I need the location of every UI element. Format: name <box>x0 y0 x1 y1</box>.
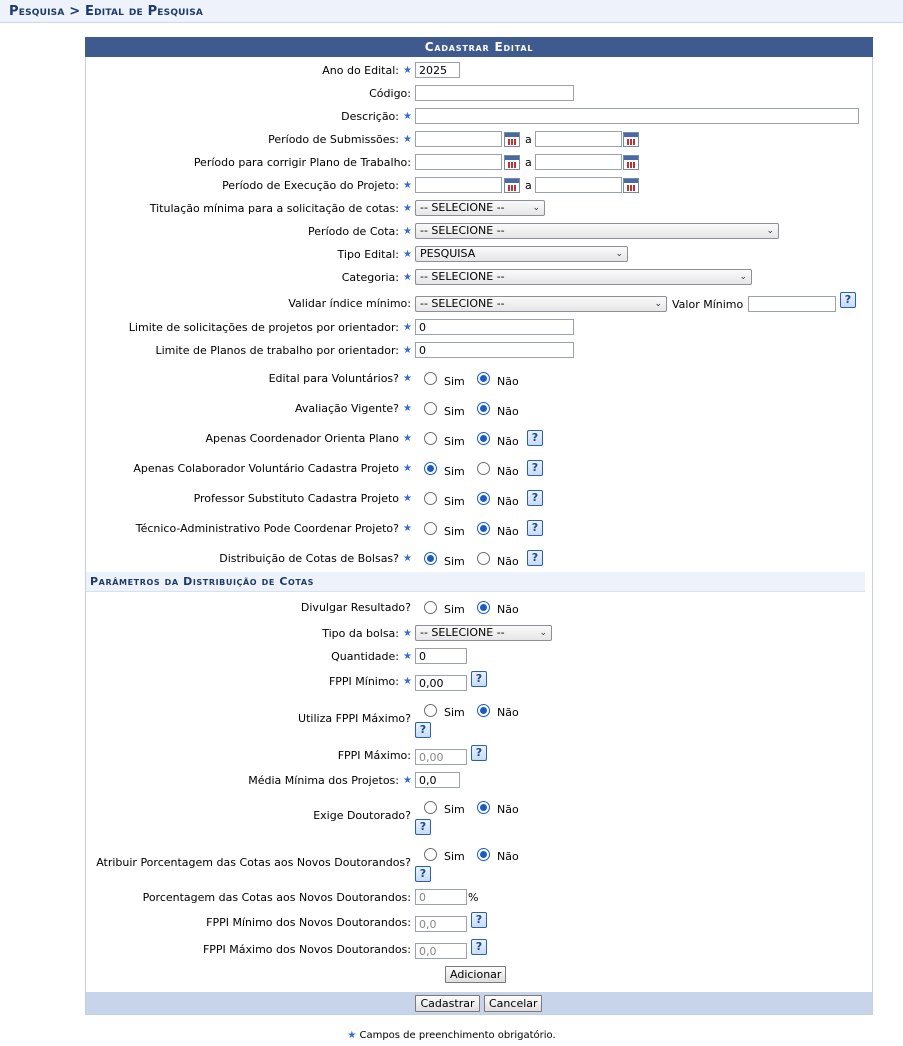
radio-nao[interactable] <box>477 372 490 385</box>
required-star-icon: ★ <box>403 203 412 214</box>
help-icon[interactable]: ? <box>471 671 487 687</box>
validar-indice-value: -- SELECIONE -- <box>420 297 505 310</box>
categoria-label: Categoria: <box>341 271 399 284</box>
tipo-bolsa-label: Tipo da bolsa: <box>322 627 399 640</box>
breadcrumb <box>0 0 903 23</box>
chevron-down-icon: ⌄ <box>654 299 662 309</box>
radio-nao[interactable] <box>477 462 490 475</box>
pct-cotas-input[interactable] <box>415 889 467 905</box>
corrigir-fim-input[interactable] <box>535 154 622 170</box>
required-star-icon: ★ <box>403 651 412 662</box>
titulacao-value: -- SELECIONE -- <box>420 201 505 214</box>
periodo-cota-label: Período de Cota: <box>308 225 399 238</box>
utiliza-fppi-max-sim-radio[interactable] <box>424 704 437 717</box>
period-separator: a <box>525 179 532 192</box>
radio-sim[interactable] <box>424 432 437 445</box>
help-icon[interactable]: ? <box>527 490 543 506</box>
section-header <box>86 572 865 592</box>
periodo-cota-select[interactable] <box>415 223 779 239</box>
required-star-icon: ★ <box>403 180 412 191</box>
fppi-max-novos-input[interactable] <box>415 943 467 959</box>
fppi-min-label: FPPI Mínimo: <box>328 675 399 688</box>
radio-sim-label: Sim <box>444 603 465 616</box>
radio-row-label: Edital para Voluntários? <box>268 372 399 385</box>
radio-row-label: Avaliação Vigente? <box>295 402 399 415</box>
help-icon[interactable]: ? <box>415 866 431 882</box>
quantidade-label: Quantidade: <box>331 650 399 663</box>
fppi-max-input[interactable] <box>415 749 467 765</box>
ano-label: Ano do Edital: <box>322 64 399 77</box>
radio-nao-label: Não <box>497 435 519 448</box>
required-star-icon: ★ <box>403 345 412 356</box>
required-note-text: Campos de preenchimento obrigatório. <box>359 1030 556 1041</box>
cancelar-button[interactable]: Cancelar <box>484 995 542 1012</box>
descricao-input[interactable] <box>415 108 859 124</box>
calendar-icon[interactable] <box>623 178 639 193</box>
required-star-icon: ★ <box>403 463 412 474</box>
radio-sim[interactable] <box>424 522 437 535</box>
required-star-icon: ★ <box>403 553 412 564</box>
fppi-min-novos-label: FPPI Mínimo dos Novos Doutorandos: <box>206 916 411 929</box>
tipo-edital-select[interactable] <box>415 246 628 262</box>
radio-nao-label: Não <box>497 555 519 568</box>
divulgar-sim-radio[interactable] <box>424 601 437 614</box>
ano-input[interactable] <box>415 62 460 78</box>
radio-nao-label: Não <box>497 850 519 863</box>
radio-nao-label: Não <box>497 465 519 478</box>
breadcrumb-text: Pesquisa > Edital de Pesquisa <box>9 4 204 19</box>
help-icon[interactable]: ? <box>840 292 856 308</box>
help-icon[interactable]: ? <box>415 819 431 835</box>
media-minima-label: Média Mínima dos Projetos: <box>248 774 399 787</box>
required-star-icon: ★ <box>403 676 412 687</box>
help-icon[interactable]: ? <box>527 520 543 536</box>
calendar-icon[interactable] <box>623 132 639 147</box>
required-star-icon: ★ <box>403 226 412 237</box>
required-star-icon: ★ <box>403 134 412 145</box>
help-icon[interactable]: ? <box>415 722 431 738</box>
period-separator: a <box>525 156 532 169</box>
calendar-icon[interactable] <box>504 155 520 170</box>
required-star-icon: ★ <box>403 523 412 534</box>
radio-nao[interactable] <box>477 432 490 445</box>
required-star-icon: ★ <box>403 493 412 504</box>
radio-sim-label: Sim <box>444 375 465 388</box>
help-icon[interactable]: ? <box>527 430 543 446</box>
fppi-min-input[interactable] <box>415 675 467 691</box>
fppi-max-novos-label: FPPI Máximo dos Novos Doutorandos: <box>202 943 411 956</box>
chevron-down-icon: ⌄ <box>615 249 623 259</box>
exige-doutorado-nao-radio[interactable] <box>477 801 490 814</box>
execucao-fim-input[interactable] <box>535 177 622 193</box>
codigo-label: Código: <box>369 87 411 100</box>
radio-row-label: Apenas Coordenador Orienta Plano <box>205 432 399 445</box>
radio-nao-label: Não <box>497 706 519 719</box>
validar-indice-label: Validar índice mínimo: <box>288 297 411 310</box>
radio-nao[interactable] <box>477 552 490 565</box>
help-icon[interactable]: ? <box>527 460 543 476</box>
limite-projetos-label: Limite de solicitações de projetos por orientador: <box>128 321 399 334</box>
fppi-max-label: FPPI Máximo: <box>337 749 411 762</box>
utiliza-fppi-max-label: Utiliza FPPI Máximo? <box>298 712 411 725</box>
radio-sim[interactable] <box>424 552 437 565</box>
atribuir-pct-nao-radio[interactable] <box>477 848 490 861</box>
section-title: Parâmetros da Distribuição de Cotas <box>90 575 315 588</box>
chevron-down-icon: ⌄ <box>739 272 747 282</box>
valor-minimo-input[interactable] <box>748 296 836 312</box>
titulacao-label: Titulação mínima para a solicitação de cotas: <box>149 202 399 215</box>
quantidade-input[interactable] <box>415 648 467 664</box>
radio-row-label: Apenas Colaborador Voluntário Cadastra Projeto <box>133 462 399 475</box>
cadastrar-button[interactable]: Cadastrar <box>415 995 480 1012</box>
execucao-inicio-input[interactable] <box>415 177 502 193</box>
required-star-icon: ★ <box>403 322 412 333</box>
calendar-icon[interactable] <box>623 155 639 170</box>
periodo-execucao-label: Período de Execução do Projeto: <box>222 179 399 192</box>
limite-planos-input[interactable] <box>415 342 574 358</box>
radio-nao[interactable] <box>477 522 490 535</box>
limite-projetos-input[interactable] <box>415 319 574 335</box>
pct-cotas-label: Porcentagem das Cotas aos Novos Doutorandos: <box>142 891 411 904</box>
tipo-bolsa-value: -- SELECIONE -- <box>420 626 505 639</box>
required-star-icon: ★ <box>403 403 412 414</box>
help-icon[interactable]: ? <box>471 745 487 761</box>
radio-row-label: Distribuição de Cotas de Bolsas? <box>219 552 399 565</box>
radio-row-label: Técnico-Administrativo Pode Coordenar Projeto? <box>135 522 399 535</box>
radio-sim[interactable] <box>424 462 437 475</box>
radio-sim-label: Sim <box>444 405 465 418</box>
periodo-submissoes-label: Período de Submissões: <box>268 133 399 146</box>
required-star-icon: ★ <box>403 775 412 786</box>
tipo-edital-label: Tipo Edital: <box>337 248 399 261</box>
radio-sim[interactable] <box>424 402 437 415</box>
periodo-cota-value: -- SELECIONE -- <box>420 224 505 237</box>
required-star-icon: ★ <box>403 433 412 444</box>
radio-sim-label: Sim <box>444 465 465 478</box>
required-star-icon: ★ <box>403 272 412 283</box>
fppi-min-novos-input[interactable] <box>415 916 467 932</box>
atribuir-pct-sim-radio[interactable] <box>424 848 437 861</box>
media-minima-input[interactable] <box>415 772 460 788</box>
submissoes-inicio-input[interactable] <box>415 131 502 147</box>
submissoes-fim-input[interactable] <box>535 131 622 147</box>
percent-unit: % <box>468 891 479 904</box>
calendar-icon[interactable] <box>504 132 520 147</box>
radio-nao-label: Não <box>497 603 519 616</box>
required-star-icon: ★ <box>403 65 412 76</box>
radio-row-label: Professor Substituto Cadastra Projeto <box>193 492 399 505</box>
corrigir-inicio-input[interactable] <box>415 154 502 170</box>
tipo-edital-value: PESQUISA <box>420 247 476 260</box>
divulgar-label: Divulgar Resultado? <box>300 601 411 614</box>
help-icon[interactable]: ? <box>471 939 487 955</box>
required-star-icon: ★ <box>403 628 412 639</box>
radio-nao-label: Não <box>497 803 519 816</box>
radio-nao-label: Não <box>497 525 519 538</box>
radio-nao-label: Não <box>497 375 519 388</box>
categoria-select[interactable] <box>415 269 752 285</box>
descricao-label: Descrição: <box>341 110 399 123</box>
limite-planos-label: Limite de Planos de trabalho por orientador: <box>155 344 399 357</box>
required-star-icon: ★ <box>347 1030 357 1041</box>
radio-sim-label: Sim <box>444 435 465 448</box>
radio-nao-label: Não <box>497 495 519 508</box>
form-title: Cadastrar Edital <box>85 37 873 57</box>
radio-sim[interactable] <box>424 492 437 505</box>
atribuir-pct-label: Atribuir Porcentagem das Cotas aos Novos Doutorandos? <box>96 856 411 869</box>
codigo-input[interactable] <box>415 85 574 101</box>
chevron-down-icon: ⌄ <box>766 226 774 236</box>
exige-doutorado-label: Exige Doutorado? <box>313 809 411 822</box>
divulgar-nao-radio[interactable] <box>477 601 490 614</box>
radio-sim-label: Sim <box>444 850 465 863</box>
adicionar-button[interactable]: Adicionar <box>445 966 506 983</box>
chevron-down-icon: ⌄ <box>539 628 547 638</box>
exige-doutorado-sim-radio[interactable] <box>424 801 437 814</box>
chevron-down-icon: ⌄ <box>532 203 540 213</box>
radio-sim-label: Sim <box>444 803 465 816</box>
valor-minimo-label: Valor Mínimo <box>672 298 744 311</box>
radio-nao[interactable] <box>477 492 490 505</box>
radio-sim-label: Sim <box>444 495 465 508</box>
categoria-value: -- SELECIONE -- <box>420 270 505 283</box>
radio-sim-label: Sim <box>444 525 465 538</box>
period-separator: a <box>525 133 532 146</box>
radio-sim-label: Sim <box>444 555 465 568</box>
validar-indice-select[interactable] <box>415 296 667 312</box>
radio-sim-label: Sim <box>444 706 465 719</box>
titulacao-select[interactable] <box>415 200 545 216</box>
help-icon[interactable]: ? <box>471 912 487 928</box>
periodo-corrigir-label: Período para corrigir Plano de Trabalho: <box>193 156 411 169</box>
required-note <box>0 1030 903 1041</box>
required-star-icon: ★ <box>403 373 412 384</box>
radio-nao-label: Não <box>497 405 519 418</box>
calendar-icon[interactable] <box>504 178 520 193</box>
help-icon[interactable]: ? <box>527 550 543 566</box>
required-star-icon: ★ <box>403 249 412 260</box>
utiliza-fppi-max-nao-radio[interactable] <box>477 704 490 717</box>
tipo-bolsa-select[interactable] <box>415 625 552 641</box>
radio-sim[interactable] <box>424 372 437 385</box>
required-star-icon: ★ <box>403 111 412 122</box>
radio-nao[interactable] <box>477 402 490 415</box>
